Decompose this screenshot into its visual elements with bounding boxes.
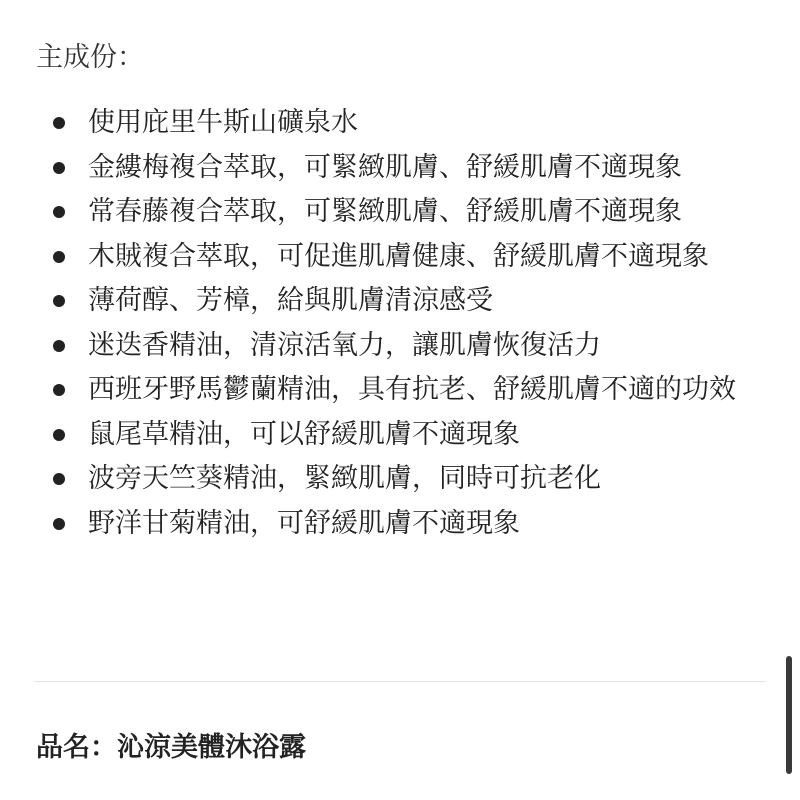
bullet-icon: [53, 340, 65, 352]
ingredient-item: [0, 368, 760, 413]
ingredient-text: 野洋甘菊精油，可舒緩肌膚不適現象: [88, 507, 520, 539]
ingredient-text: 鼠尾草精油，可以舒緩肌膚不適現象: [88, 418, 520, 450]
bullet-icon: [53, 473, 65, 485]
ingredient-text: 迷迭香精油，清涼活氧力，讓肌膚恢復活力: [88, 329, 601, 361]
bullet-icon: [53, 518, 65, 530]
bullet-icon: [53, 295, 65, 307]
ingredient-text: 波旁天竺葵精油，緊緻肌膚，同時可抗老化: [88, 463, 601, 494]
ingredients-heading: 主成份：: [36, 42, 144, 73]
ingredient-text: 薄荷醇、芳樟，給與肌膚清涼感受: [88, 285, 493, 316]
ingredient-item: [0, 101, 760, 146]
ingredient-item: [0, 235, 760, 280]
ingredient-text: 金縷梅複合萃取，可緊緻肌膚、舒緩肌膚不適現象: [88, 151, 682, 183]
ingredient-item: [0, 457, 760, 502]
ingredient-text: 西班牙野馬鬱蘭精油，具有抗老、舒緩肌膚不適的功效: [88, 374, 736, 405]
ingredient-text: 木賊複合萃取，可促進肌膚健康、舒緩肌膚不適現象: [88, 240, 709, 272]
ingredient-item: [0, 146, 760, 191]
ingredient-list: [0, 101, 760, 546]
ingredient-item: [0, 190, 760, 235]
section-divider: [34, 681, 766, 682]
ingredient-text: 使用庇里牛斯山礦泉水: [88, 107, 358, 138]
bullet-icon: [53, 162, 65, 174]
ingredient-text: 常春藤複合萃取，可緊緻肌膚、舒緩肌膚不適現象: [88, 196, 682, 227]
ingredient-item: [0, 413, 760, 458]
ingredient-item: [0, 502, 760, 547]
bullet-icon: [53, 251, 65, 263]
bullet-icon: [53, 206, 65, 218]
ingredient-item: [0, 324, 760, 369]
ingredient-item: [0, 279, 760, 324]
bullet-icon: [53, 384, 65, 396]
scrollbar-thumb[interactable]: [786, 656, 792, 774]
product-name: 品名：沁涼美體沐浴露: [36, 732, 306, 763]
bullet-icon: [53, 117, 65, 129]
bullet-icon: [53, 429, 65, 441]
